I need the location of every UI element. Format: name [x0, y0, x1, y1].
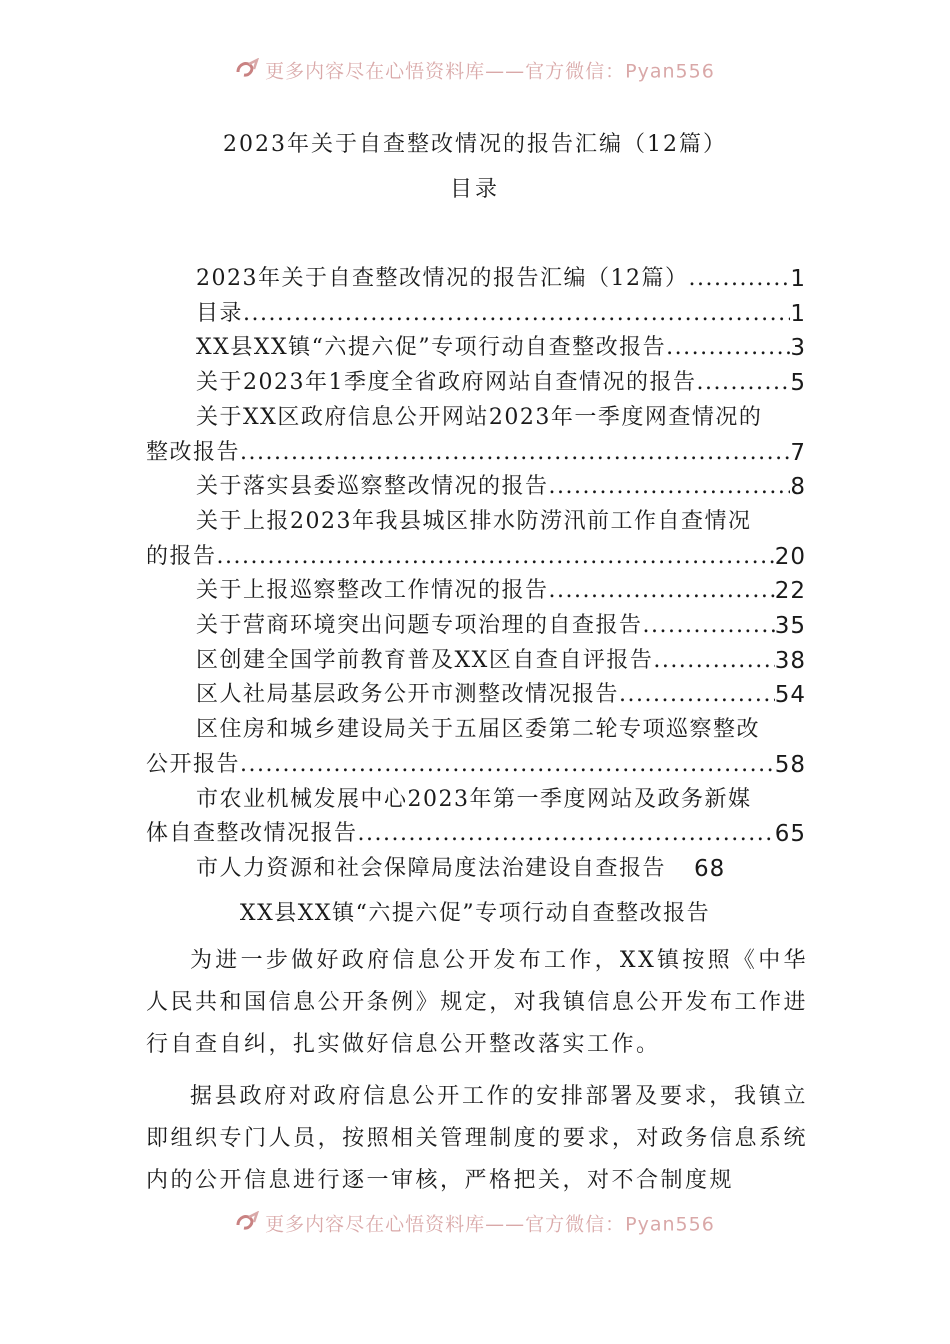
toc-entry[interactable]: [146, 678, 806, 713]
toc-leader-dots: [697, 366, 791, 401]
document-title: 2023年关于自查整改情况的报告汇编（12篇）: [223, 132, 727, 157]
toc-entry[interactable]: [146, 470, 806, 505]
toc-line: [146, 297, 806, 332]
toc-entry-title: 2023年关于自查整改情况的报告汇编（12篇）: [196, 266, 689, 291]
toc-leader-dots: [643, 609, 775, 644]
toc-entry[interactable]: [146, 366, 806, 401]
toc-entry-title: 公开报告: [146, 751, 241, 777]
toc-line: [146, 713, 806, 748]
toc-line: [146, 262, 806, 297]
section-body: [146, 940, 808, 1212]
toc-entry[interactable]: [146, 262, 806, 297]
footer-watermark: [0, 1211, 950, 1239]
toc-page-number: 8: [790, 474, 806, 501]
toc-leader-dots: [549, 574, 775, 609]
toc-line: [146, 817, 806, 852]
toc-page-number: 38: [774, 647, 806, 674]
toc-entry-title: 市农业机械发展中心2023年第一季度网站及政务新媒: [196, 786, 752, 812]
toc-leader-dots: [666, 331, 790, 366]
toc-entry-title: 目录: [196, 300, 244, 326]
brand-logo-icon: [235, 1211, 261, 1239]
toc-entry[interactable]: [146, 297, 806, 332]
toc-entry-title: 的报告: [146, 543, 217, 569]
toc-entry[interactable]: [146, 574, 806, 609]
toc-leader-dots: [549, 470, 791, 505]
toc-entry-title: 区创建全国学前教育普及XX区自查自评报告: [196, 647, 654, 673]
table-of-contents: [146, 262, 806, 887]
toc-page-number: 22: [774, 578, 806, 605]
body-paragraph: 为进一步做好政府信息公开发布工作，XX镇按照《中华人民共和国信息公开条例》规定，对我镇信息公开发布工作进行自查自纠，扎实做好信息公开整改落实工作。: [146, 948, 808, 1057]
toc-page-number: 68: [694, 855, 726, 882]
toc-page-number: 3: [790, 335, 806, 362]
toc-line: [146, 505, 806, 540]
toc-leader-dots: [358, 817, 775, 852]
toc-entry-title: 区住房和城乡建设局关于五届区委第二轮专项巡察整改: [196, 717, 761, 743]
toc-leader-dots: [217, 540, 775, 575]
toc-entry-title: 关于落实县委巡察整改情况的报告: [196, 474, 549, 500]
section-title: XX县XX镇“六提六促”专项行动自查整改报告: [239, 901, 711, 926]
toc-entry-title: 关于XX区政府信息公开网站2023年一季度网查情况的: [196, 404, 763, 430]
toc-entry[interactable]: [146, 852, 806, 887]
toc-page-number: 58: [774, 751, 806, 778]
watermark-text: 更多内容尽在心悟资料库——官方微信：Pyan556: [265, 1213, 715, 1236]
toc-page-number: 20: [774, 543, 806, 570]
toc-entry-title: XX县XX镇“六提六促”专项行动自查整改报告: [196, 335, 667, 361]
toc-entry[interactable]: [146, 713, 806, 782]
toc-line: [146, 783, 806, 818]
toc-leader-dots: [619, 678, 775, 713]
toc-entry[interactable]: [146, 783, 806, 852]
toc-line: [146, 852, 806, 887]
toc-page-number: 65: [774, 821, 806, 848]
toc-entry-title: 关于上报巡察整改工作情况的报告: [196, 578, 549, 604]
toc-leader-dots: [240, 436, 790, 471]
toc-line: [146, 366, 806, 401]
toc-entry-title: 关于2023年1季度全省政府网站自查情况的报告: [196, 370, 697, 396]
toc-entry[interactable]: [146, 505, 806, 574]
toc-line: [146, 540, 806, 575]
toc-line: [146, 574, 806, 609]
toc-heading: 目录: [449, 177, 500, 202]
toc-page-number: 7: [790, 439, 806, 466]
toc-entry-title: 市人力资源和社会保障局度法治建设自查报告: [196, 855, 667, 881]
toc-line: [146, 436, 806, 471]
toc-entry-title: 体自查整改情况报告: [146, 821, 358, 847]
toc-leader-dots: [653, 644, 774, 679]
body-paragraph: 据县政府对政府信息公开工作的安排部署及要求，我镇立即组织专门人员，按照相关管理制度的要求，对政务信息系统内的公开信息进行逐一审核，严格把关，对不合制度规: [146, 1084, 808, 1193]
toc-page-number: 1: [790, 300, 806, 327]
toc-leader-dots: [240, 748, 775, 783]
toc-page-number: 5: [790, 370, 806, 397]
toc-page-number: 1: [790, 266, 806, 292]
toc-line: [146, 470, 806, 505]
toc-line: [146, 609, 806, 644]
toc-leader-dots: [243, 297, 790, 332]
toc-entry[interactable]: [146, 644, 806, 679]
toc-entry[interactable]: [146, 609, 806, 644]
toc-entry-title: 关于上报2023年我县城区排水防涝汛前工作自查情况: [196, 508, 752, 534]
toc-line: [146, 644, 806, 679]
header-watermark: [0, 58, 950, 86]
toc-leader-dots: [688, 262, 790, 297]
toc-line: [146, 331, 806, 366]
toc-line: [146, 678, 806, 713]
watermark-text: 更多内容尽在心悟资料库——官方微信：Pyan556: [265, 60, 715, 83]
toc-entry-title: 区人社局基层政务公开市测整改情况报告: [196, 682, 620, 708]
toc-entry[interactable]: [146, 331, 806, 366]
toc-entry-title: 关于营商环境突出问题专项治理的自查报告: [196, 613, 643, 639]
toc-line: [146, 401, 806, 436]
toc-page-number: 35: [774, 613, 806, 640]
toc-page-number: 54: [774, 682, 806, 709]
brand-logo-icon: [235, 58, 261, 86]
toc-line: [146, 748, 806, 783]
toc-entry[interactable]: [146, 401, 806, 470]
toc-entry-title: 整改报告: [146, 439, 241, 465]
